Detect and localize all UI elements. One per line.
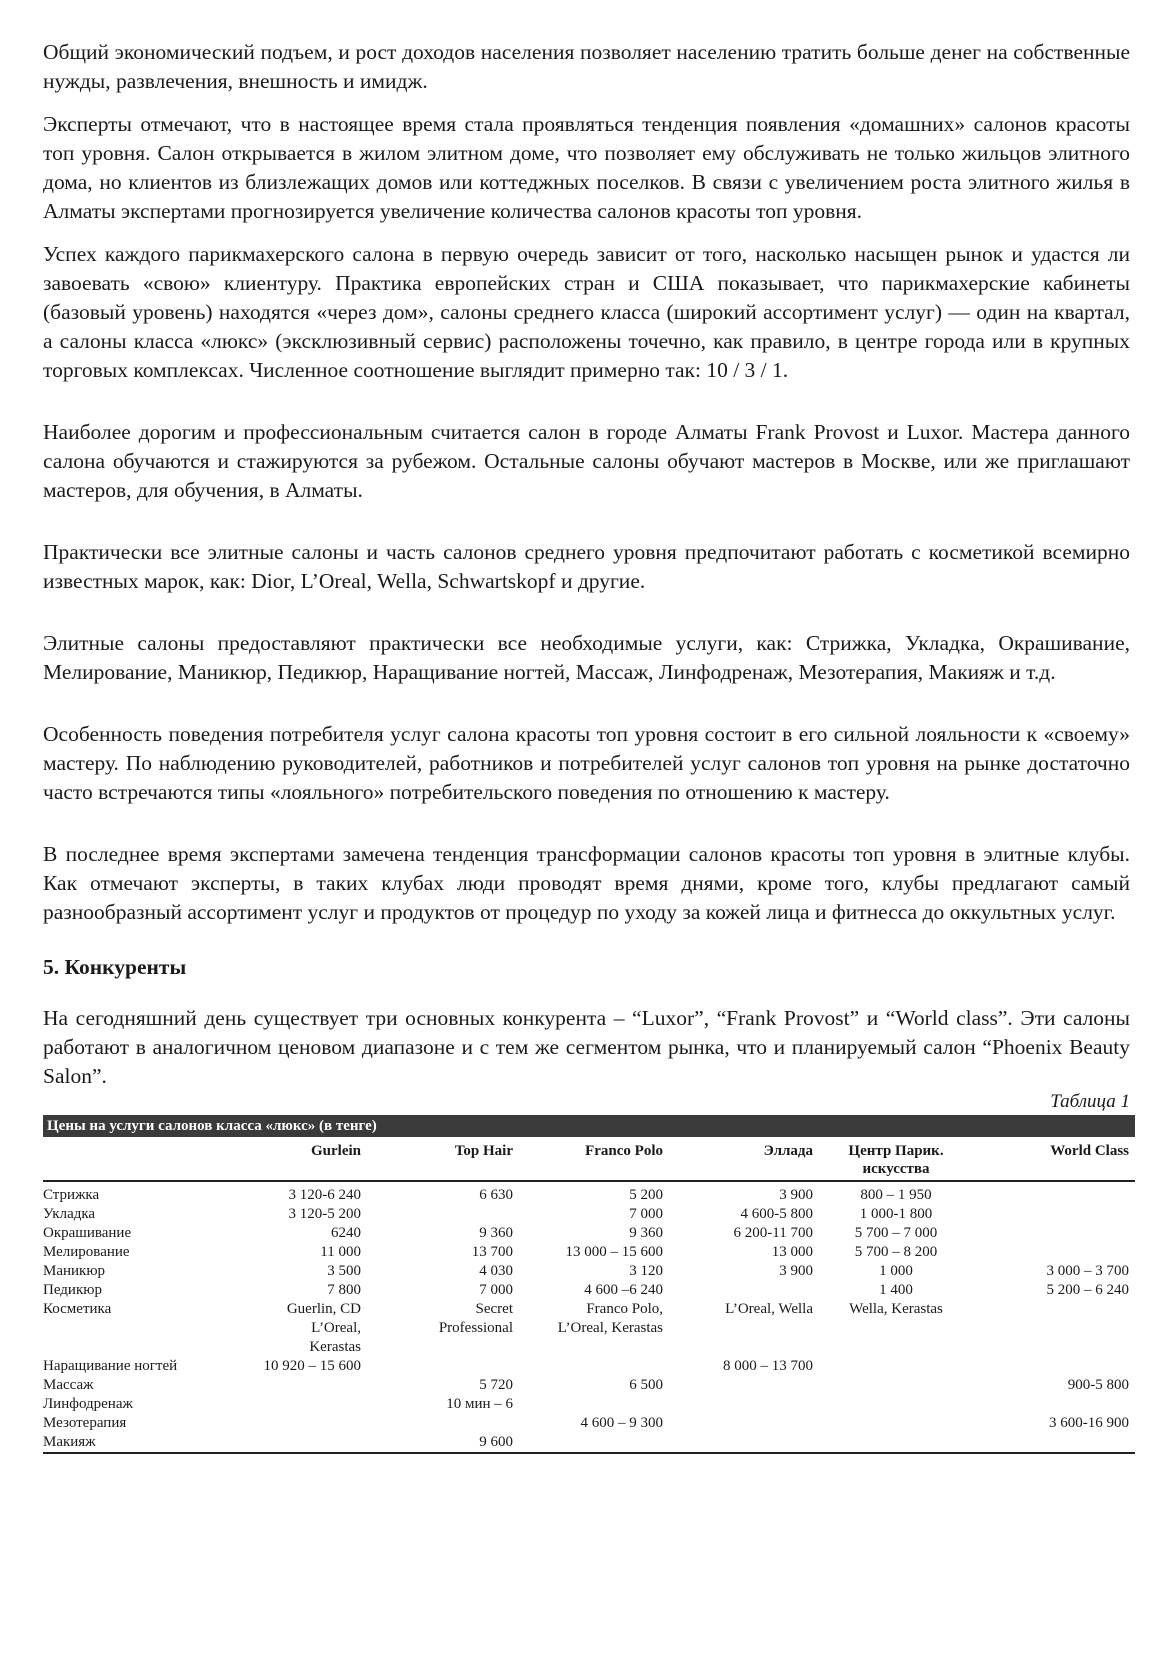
price-cell: 8 000 – 13 700 <box>723 1358 813 1374</box>
price-cell <box>819 1357 979 1376</box>
price-cell <box>669 1281 819 1300</box>
table-header-row <box>43 1137 1135 1181</box>
paragraph-competitors: На сегодняшний день существует три основных конкурента – “Luxor”, “Frank Provost” и “World class”. Эти салоны работают в аналогичном ценовом диапазоне и с тем же сегментом рынка, что и планируемый салон “Phoenix Beauty Salon”. <box>43 1006 1130 1088</box>
column-header: Центр Парик. искусства <box>819 1137 979 1181</box>
paragraph-economic-growth: Общий экономический подъем, и рост доходов населения позволяет населению тратить больше денег на собственные нужды, развлечения, внешность и имидж. <box>43 40 1130 93</box>
document-page <box>43 38 1130 1454</box>
price-cell: 5 720 <box>479 1377 513 1393</box>
price-cell: 4 600 – 9 300 <box>580 1415 663 1431</box>
price-cell: 6240 <box>331 1225 361 1241</box>
service-name-cell: Окрашивание <box>43 1225 132 1241</box>
price-cell: 3 120 <box>629 1263 663 1279</box>
price-cell: 10 920 – 15 600 <box>263 1358 361 1374</box>
service-name-cell: Стрижка <box>43 1187 100 1203</box>
paragraph-expensive-salons: Наиболее дорогим и профессиональным считается салон в городе Алматы Frank Provost и Luxor. Мастера данного салона обучаются и стажируются за рубежом. Остальные салоны обучают мастеров в Москве, или же приглашают мастеров, для обучения, в Алматы. <box>43 420 1130 502</box>
price-cell: 6 500 <box>629 1377 663 1393</box>
service-name-cell: Наращивание ногтей <box>43 1358 178 1374</box>
paragraph-elite-clubs: В последнее время экспертами замечена тенденция трансформации салонов красоты топ уровня в элитные клубы. Как отмечают эксперты, в таких клубах люди проводят время днями, кроме того, клубы предлагают самый разнообразный ассортимент услуг и продуктов от процедур по уходу за кожей лица и фитнесса до оккультных услуг. <box>43 842 1130 924</box>
table-row <box>43 1262 1135 1281</box>
table-body <box>43 1181 1135 1452</box>
price-cell <box>979 1300 1135 1357</box>
price-cell <box>207 1376 367 1395</box>
price-cell <box>819 1414 979 1433</box>
service-name-cell: Массаж <box>43 1377 94 1393</box>
paragraph-services: Элитные салоны предоставляют практически все необходимые услуги, как: Стрижка, Укладка, Окрашивание, Мелирование, Маникюр, Педикюр, Наращивание ногтей, Массаж, Линфодренаж, Мезотерапия, Макияж и т.д. <box>43 631 1130 684</box>
price-cell <box>819 1395 979 1414</box>
service-name-cell: Маникюр <box>43 1263 106 1279</box>
price-cell: 9 600 <box>479 1434 513 1450</box>
price-cell <box>669 1433 819 1452</box>
price-cell <box>979 1395 1135 1414</box>
price-cell <box>669 1414 819 1433</box>
column-header: Top Hair <box>367 1137 519 1181</box>
price-cell: 13 000 – 15 600 <box>565 1244 663 1260</box>
price-cell: 3 900 <box>779 1263 813 1279</box>
section-heading-competitors: 5. Конкуренты <box>43 955 187 979</box>
price-cell: L’Oreal, Wella <box>725 1301 813 1317</box>
service-name-cell: Линфодренаж <box>43 1396 133 1412</box>
price-cell: Franco Polo, L’Oreal, Kerastas <box>557 1301 663 1336</box>
table-title: Цены на услуги салонов класса «люкс» (в тенге) <box>43 1115 1135 1137</box>
table-row <box>43 1414 1135 1433</box>
price-cell <box>207 1433 367 1452</box>
paragraph-salon-success: Успех каждого парикмахерского салона в первую очередь зависит от того, насколько насыщен рынок и удастся ли завоевать «свою» клиентуру. Практика европейских стран и США показывает, что парикмахерские кабинеты (базовый уровень) находятся «через дом», салоны среднего класса (широкий ассортимент услуг) — один на квартал, а салоны класса «люкс» (эксклюзивный сервис) расположены точечно, как правило, в центре города или в крупных торговых комплексах. Численное соотношение выглядит примерно так: 10 / 3 / 1. <box>43 242 1130 382</box>
table-row <box>43 1224 1135 1243</box>
price-cell: 3 120-6 240 <box>288 1187 361 1203</box>
price-cell: 5 200 <box>629 1187 663 1203</box>
price-cell <box>519 1357 669 1376</box>
table-row <box>43 1281 1135 1300</box>
service-name-cell: Косметика <box>43 1301 112 1317</box>
price-cell <box>979 1224 1135 1243</box>
price-cell <box>979 1243 1135 1262</box>
column-header: World Class <box>979 1137 1135 1181</box>
column-header: Gurlein <box>207 1137 367 1181</box>
table-row <box>43 1433 1135 1452</box>
service-name-cell: Мелирование <box>43 1244 130 1260</box>
price-cell: 11 000 <box>320 1244 361 1260</box>
service-name-cell: Педикюр <box>43 1282 102 1298</box>
price-cell: 5 200 – 6 240 <box>1046 1282 1129 1298</box>
price-cell: Guerlin, CD L’Oreal, Kerastas <box>286 1301 361 1355</box>
price-table <box>43 1115 1135 1454</box>
price-cell <box>519 1433 669 1452</box>
service-name-cell: Укладка <box>43 1206 96 1222</box>
table-row <box>43 1243 1135 1262</box>
price-cell <box>207 1395 367 1414</box>
service-name-cell: Мезотерапия <box>43 1415 127 1431</box>
price-cell: 900-5 800 <box>1067 1377 1129 1393</box>
price-table-grid <box>43 1137 1135 1452</box>
price-cell <box>669 1395 819 1414</box>
price-cell <box>367 1357 519 1376</box>
column-header: Эллада <box>669 1137 819 1181</box>
price-cell: 7 800 <box>327 1282 361 1298</box>
price-cell: 6 200-11 700 <box>733 1225 813 1241</box>
price-cell: 4 030 <box>479 1263 513 1279</box>
column-header: Franco Polo <box>519 1137 669 1181</box>
price-cell <box>979 1181 1135 1205</box>
column-header <box>43 1137 207 1181</box>
price-cell: 3 120-5 200 <box>288 1206 361 1222</box>
table-row <box>43 1205 1135 1224</box>
table-row <box>43 1300 1135 1357</box>
price-cell: 13 000 <box>771 1244 813 1260</box>
price-cell: 13 700 <box>471 1244 513 1260</box>
paragraph-home-salons: Эксперты отмечают, что в настоящее время стала проявляться тенденция появления «домашних» салонов красоты топ уровня. Салон открывается в жилом элитном доме, что позволяет ему обслуживать не только жильцов элитного дома, но клиентов из близлежащих домов или коттеджных поселков. В связи с увеличением роста элитного жилья в Алматы экспертами прогнозируется увеличение количества салонов красоты топ уровня. <box>43 112 1130 223</box>
price-cell: 3 900 <box>779 1187 813 1203</box>
price-cell <box>819 1433 979 1452</box>
price-cell <box>979 1433 1135 1452</box>
table-row <box>43 1376 1135 1395</box>
price-cell: 800 – 1 950 <box>860 1187 932 1203</box>
price-cell: 5 700 – 7 000 <box>854 1225 938 1241</box>
price-cell: 9 360 <box>479 1225 513 1241</box>
table-caption: Таблица 1 <box>1050 1091 1130 1112</box>
price-cell: 1 000 <box>879 1263 913 1279</box>
price-cell: 4 600-5 800 <box>740 1206 813 1222</box>
price-cell: 1 400 <box>879 1282 913 1298</box>
table-row <box>43 1357 1135 1376</box>
price-cell: Wella, Kerastas <box>849 1301 943 1317</box>
price-cell: 6 630 <box>479 1187 513 1203</box>
price-cell: Secret Professional <box>438 1301 513 1336</box>
table-row <box>43 1395 1135 1414</box>
price-cell: 5 700 – 8 200 <box>854 1244 938 1260</box>
price-cell <box>819 1376 979 1395</box>
price-cell: 1 000-1 800 <box>859 1206 933 1222</box>
price-cell <box>367 1414 519 1433</box>
price-cell: 7 000 <box>479 1282 513 1298</box>
service-name-cell: Макияж <box>43 1434 96 1450</box>
price-cell: 9 360 <box>629 1225 663 1241</box>
price-cell: 10 мин – 6 <box>446 1396 513 1412</box>
paragraph-consumer-loyalty: Особенность поведения потребителя услуг салона красоты топ уровня состоит в его сильной лояльности к «своему» мастеру. По наблюдению руководителей, работников и потребителей услуг салонов топ уровня на рынке достаточно часто встречаются типы «лояльного» потребительского поведения по отношению к мастеру. <box>43 722 1130 804</box>
price-cell <box>979 1205 1135 1224</box>
price-cell <box>519 1395 669 1414</box>
price-cell: 3 600-16 900 <box>1049 1415 1129 1431</box>
table-row <box>43 1181 1135 1205</box>
paragraph-cosmetics-brands: Практически все элитные салоны и часть салонов среднего уровня предпочитают работать с косметикой всемирно известных марок, как: Dior, L’Oreal, Wella, Schwartskopf и другие. <box>43 540 1130 593</box>
price-cell <box>367 1205 519 1224</box>
price-cell: 3 000 – 3 700 <box>1046 1263 1129 1279</box>
price-cell <box>669 1376 819 1395</box>
price-cell: 3 500 <box>327 1263 361 1279</box>
price-cell: 4 600 –6 240 <box>584 1282 663 1298</box>
price-cell <box>979 1357 1135 1376</box>
price-cell: 7 000 <box>629 1206 663 1222</box>
price-cell <box>207 1414 367 1433</box>
